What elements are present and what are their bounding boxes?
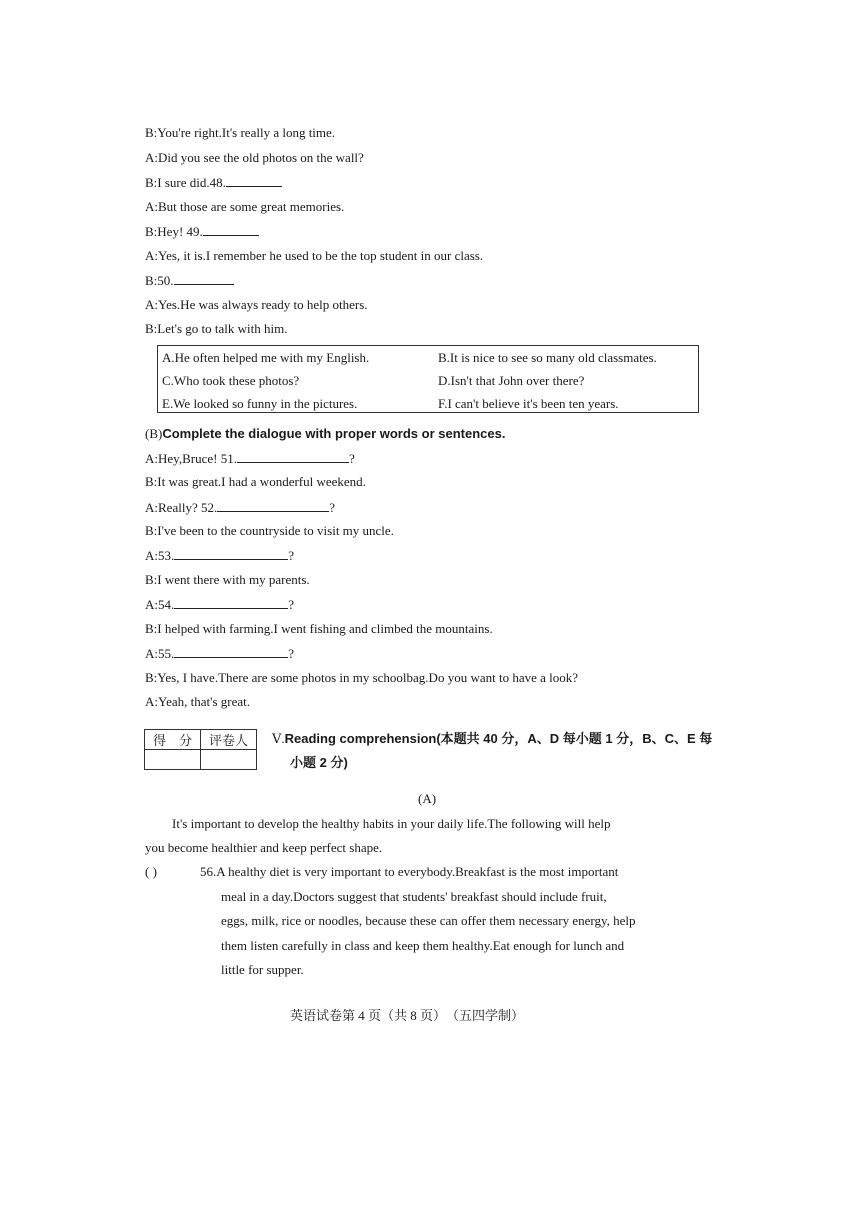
option-b: B.It is nice to see so many old classmates. [438, 350, 657, 365]
dialogue-line: B:Let's go to talk with him. [145, 321, 288, 336]
question-56-line: 56.A healthy diet is very important to everybody.Breakfast is the most important [200, 864, 619, 879]
answer-blank[interactable] [174, 645, 288, 658]
grader-header: 评卷人 [201, 730, 257, 750]
dialogue-line: A:But those are some great memories. [145, 199, 345, 214]
score-header: 得 分 [145, 730, 201, 750]
answer-blank[interactable] [174, 547, 288, 560]
dialogue-line: B:I helped with farming.I went fishing and climbed the mountains. [145, 621, 493, 636]
option-a: A.He often helped me with my English. [162, 350, 370, 365]
dialogue-line: B:Yes, I have.There are some photos in my schoolbag.Do you want to have a look? [145, 670, 579, 685]
dialogue-line: A:54. ? [145, 597, 295, 612]
dialogue-line: B:I went there with my parents. [145, 572, 310, 587]
score-cell[interactable] [145, 750, 201, 770]
passage-intro-line: you become healthier and keep perfect shape. [145, 840, 383, 855]
section-v-note: 小题 2 分) [290, 755, 348, 770]
score-table [144, 729, 257, 770]
section-v-heading: Ⅴ.Reading comprehension(本题共 40 分，A、D 每小题 1 分，B、C、E 每 [272, 731, 713, 746]
passage-label: (A) [418, 791, 437, 806]
grader-cell[interactable] [201, 750, 257, 770]
question-56-line: little for supper. [221, 962, 304, 977]
dialogue-line: B:You're right.It's really a long time. [145, 125, 336, 140]
page-footer: 英语试卷第 4 页（共 8 页） （五四学制） [290, 1008, 525, 1023]
answer-blank[interactable] [226, 174, 282, 187]
section-b-heading: (B)Complete the dialogue with proper words or sentences. [145, 426, 506, 441]
dialogue-line: A:Yes.He was always ready to help others. [145, 297, 368, 312]
answer-blank[interactable] [203, 223, 259, 236]
answer-blank[interactable] [174, 596, 288, 609]
dialogue-line: B:50. [145, 272, 234, 289]
dialogue-line: B:I sure did.48. [145, 174, 282, 191]
option-e: E.We looked so funny in the pictures. [162, 396, 358, 411]
option-d: D.Isn't that John over there? [438, 373, 585, 388]
question-56-line: them listen carefully in class and keep them healthy.Eat enough for lunch and [221, 938, 625, 953]
dialogue-line: A:Yeah, that's great. [145, 694, 251, 709]
answer-blank[interactable] [174, 272, 234, 285]
answer-blank[interactable] [217, 499, 329, 512]
dialogue-line: B:It was great.I had a wonderful weekend. [145, 474, 366, 489]
dialogue-line: A:53. ? [145, 548, 295, 563]
answer-blank[interactable] [237, 450, 349, 463]
dialogue-line: A:55. ? [145, 646, 295, 661]
option-c: C.Who took these photos? [162, 373, 300, 388]
option-f: F.I can't believe it's been ten years. [438, 396, 619, 411]
question-56-line: meal in a day.Doctors suggest that students' breakfast should include fruit, [221, 889, 607, 904]
dialogue-line: A:Yes, it is.I remember he used to be the top student in our class. [145, 248, 484, 263]
question-56-line: eggs, milk, rice or noodles, because these can offer them necessary energy, help [221, 913, 636, 928]
dialogue-line: A:Did you see the old photos on the wall? [145, 150, 364, 165]
options-box [157, 345, 699, 413]
passage-intro-line: It's important to develop the healthy habits in your daily life.The following will help [172, 816, 611, 831]
dialogue-line: B:Hey! 49. [145, 223, 259, 240]
answer-paren[interactable]: ( ) [145, 864, 157, 879]
dialogue-line: A:Really? 52. ? [145, 500, 336, 515]
dialogue-line: A:Hey,Bruce! 51. ? [145, 451, 355, 466]
dialogue-line: B:I've been to the countryside to visit my uncle. [145, 523, 394, 538]
